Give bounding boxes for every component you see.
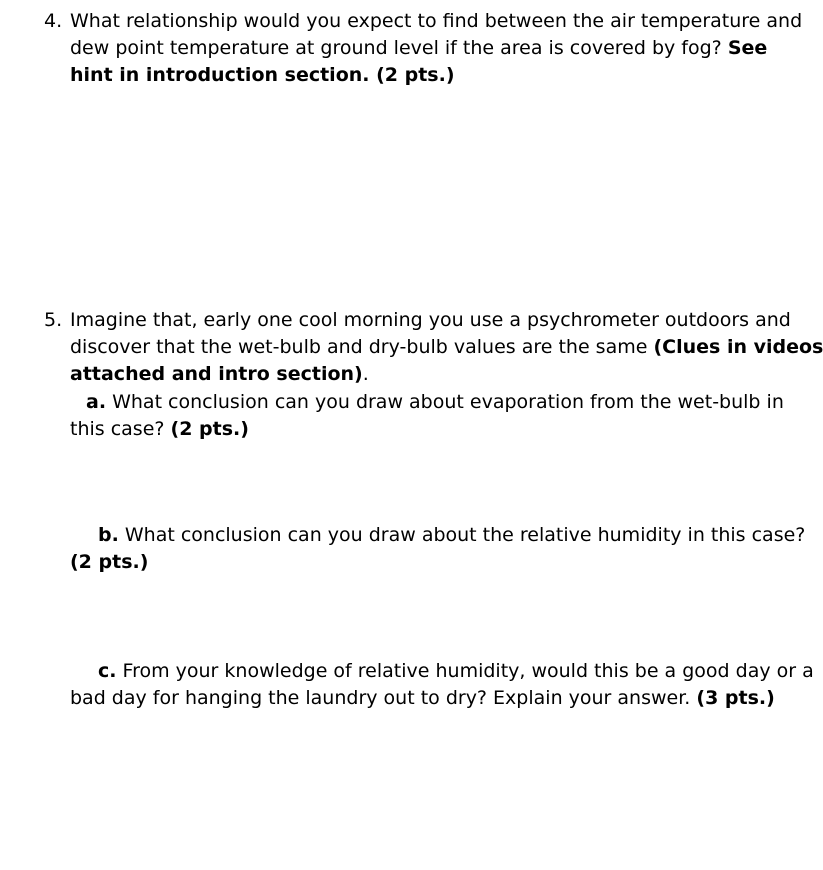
question-5c-line-2-text: bad day for hanging the laundry out to dry? Explain your answer. [70,687,691,709]
question-5c [70,658,814,712]
question-5c-text: From your knowledge of relative humidity, would this be a good day or a [122,660,814,682]
question-4-line-2 [70,35,788,62]
question-5b-text: What conclusion can you draw about the relative humidity in this case? [124,524,806,546]
question-5a-line-2-text: this case? [70,418,165,440]
question-5b [70,522,806,576]
question-4-number: 4. [44,10,63,32]
question-4-line-2-text: dew point temperature at ground level if the area is covered by fog? [70,37,722,59]
question-5-number: 5. [44,309,63,331]
question-5-clue-start: (Clues in videos [653,336,823,358]
question-5-line-2-text: discover that the wet-bulb and dry-bulb values are the same [70,336,648,358]
question-5-line-2 [70,334,823,361]
question-5c-points: (3 pts.) [696,687,775,709]
question-5b-line-1 [70,522,806,549]
question-5-line-1: Imagine that, early one cool morning you use a psychrometer outdoors and [70,309,791,331]
question-5-text [70,307,823,388]
question-5c-line-2 [70,685,788,712]
question-4-hint: hint in introduction section. (2 pts.) [70,64,455,86]
question-5a-text: What conclusion can you draw about evaporation from the wet-bulb in [112,391,784,413]
question-4-hint-start: See [727,37,768,59]
question-4-line-1: What relationship would you expect to find between the air temperature and [70,10,803,32]
question-5b-label: b. [98,524,119,546]
question-5a-line-2 [70,416,788,443]
question-5-clue-end: attached and intro section) [70,363,363,385]
question-5c-label: c. [98,660,117,682]
question-5a [70,389,788,443]
question-5-line-3 [70,361,788,388]
question-5a-points: (2 pts.) [170,418,249,440]
question-5a-label: a. [86,391,107,413]
question-5a-line-1 [70,389,788,416]
question-5-line-3-period: . [362,363,369,385]
question-5b-points: (2 pts.) [70,551,149,573]
question-5c-line-1 [70,658,814,685]
question-4-text [70,8,803,89]
